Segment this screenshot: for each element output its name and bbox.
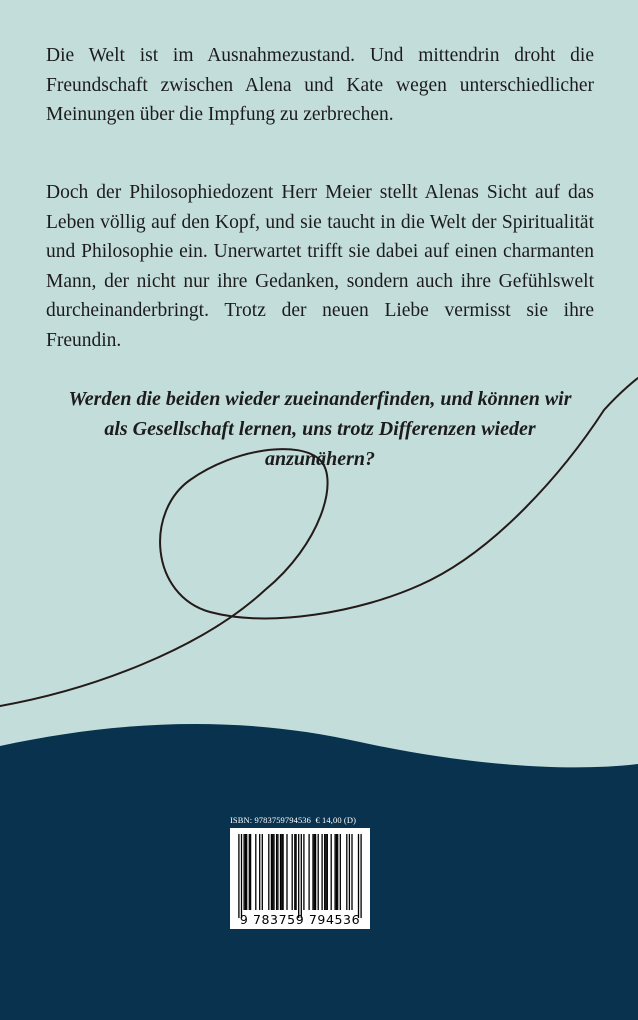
barcode-bar — [273, 834, 274, 910]
barcode-label — [230, 828, 370, 929]
barcode-bar — [298, 834, 299, 918]
barcode-bar — [351, 834, 352, 910]
barcode-bar — [314, 834, 315, 910]
barcode-bar — [315, 834, 316, 910]
barcode-bar — [250, 834, 251, 910]
barcode-block — [230, 812, 372, 930]
barcode-bar — [281, 834, 282, 910]
barcode-bar — [272, 834, 273, 910]
blurb-paragraph-1: Die Welt ist im Ausnahmezustand. Und mittendrin droht die Freundschaft zwischen Alena und Kate wegen unterschiedlicher Meinungen über die Impfung zu zerbrechen. — [46, 45, 594, 125]
barcode-bar — [280, 834, 281, 910]
barcode-bar — [327, 834, 328, 910]
barcode-bar — [308, 834, 309, 910]
barcode-bar — [245, 834, 246, 910]
barcode-bar — [246, 834, 247, 910]
barcode-bar — [286, 834, 287, 910]
barcode-bar — [249, 834, 250, 910]
barcode-bar — [243, 834, 244, 910]
isbn-price-line — [230, 812, 372, 828]
barcode-bar — [337, 834, 338, 910]
blurb-question: Werden die beiden wieder zueinanderfinden, und können wir als Gesellschaft lernen, uns trotz Differenzen wieder anzunähern? — [68, 388, 572, 470]
barcode-bar — [241, 834, 242, 918]
barcode-bar — [255, 834, 256, 910]
barcode-bar — [276, 834, 277, 910]
barcode-bar — [318, 834, 319, 910]
barcode-bar — [262, 834, 263, 910]
barcode-bar — [238, 834, 239, 918]
price-text: € 14,00 (D) — [315, 815, 356, 825]
barcode-bar — [360, 834, 361, 918]
barcode-bar — [331, 834, 332, 910]
barcode-bar — [334, 834, 335, 910]
barcode-bar — [312, 834, 313, 910]
barcode-bar — [268, 834, 269, 910]
barcode-bar — [271, 834, 272, 910]
barcode-bar — [325, 834, 326, 910]
barcode-bar — [340, 834, 341, 910]
barcode-bar — [301, 834, 302, 918]
barcode-bar — [303, 834, 304, 910]
barcode-bar — [277, 834, 278, 910]
barcode-bar — [358, 834, 359, 918]
barcode-bar — [292, 834, 293, 910]
barcode-bar — [295, 834, 296, 910]
barcode-bar — [259, 834, 260, 910]
barcode-bar — [324, 834, 325, 910]
barcode-bar — [346, 834, 347, 910]
barcode-digits: 9 783759 794536 — [239, 912, 361, 927]
blurb-paragraph-2: Doch der Philosophiedozent Herr Meier stellt Alenas Sicht auf das Leben völlig auf den Kopf, und sie taucht in die Welt der Spiritualität und Philosophie ein. Unerwartet trifft sie dabei auf einen charmanten Mann, der nicht nur ihre Gedanken, sondern auch ihre Gefühlswelt durcheinanderbringt. Trotz der neuen Liebe vermisst sie ihre Freundin. — [46, 182, 594, 351]
barcode-bar — [349, 834, 350, 910]
barcode-bar — [321, 834, 322, 910]
barcode-bar — [294, 834, 295, 910]
barcode-bar — [336, 834, 337, 910]
isbn-text: ISBN: 9783759794536 — [230, 815, 312, 825]
barcode-bar — [282, 834, 283, 910]
